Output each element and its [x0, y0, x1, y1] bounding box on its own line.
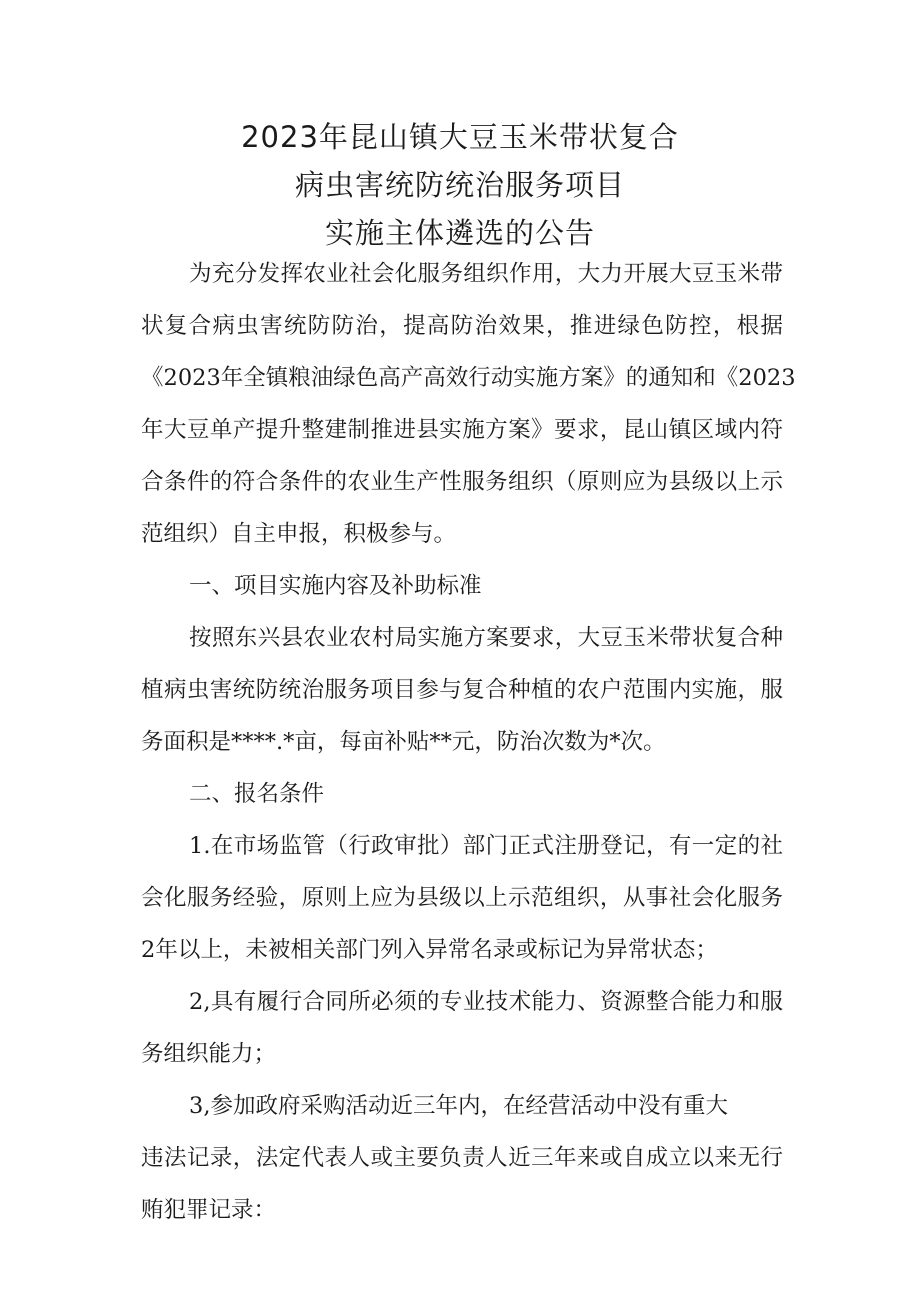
body-line: 《2023年全镇粮油绿色高产高效行动实施方案》的通知和《2023 — [141, 365, 796, 391]
body-line: 3,参加政府采购活动近三年内，在经营活动中没有重大 — [189, 1093, 728, 1119]
body-line: 状复合病虫害统防防治，提高防治效果，推进绿色防控，根据 — [141, 313, 783, 339]
body-line: 贿犯罪记录： — [141, 1197, 277, 1223]
body-line: 年大豆单产提升整建制推进县实施方案》要求，昆山镇区域内符 — [141, 417, 783, 443]
body-line: 范组织）自主申报，积极参与。 — [141, 521, 457, 547]
document-title-line-2: 病虫害统防统治服务项目 — [294, 168, 625, 202]
body-line: 植病虫害统防统治服务项目参与复合种植的农户范围内实施，服 — [141, 677, 783, 703]
body-line: 会化服务经验，原则上应为县级以上示范组织，从事社会化服务 — [141, 885, 783, 911]
body-line: 违法记录，法定代表人或主要负责人近三年来或自成立以来无行 — [141, 1145, 783, 1171]
body-line: 1.在市场监管（行政审批）部门正式注册登记，有一定的社 — [189, 833, 783, 859]
body-line: 2,具有履行合同所必须的专业技术能力、资源整合能力和服 — [189, 989, 783, 1015]
document-title-line-1: 2023年昆山镇大豆玉米带状复合 — [241, 120, 679, 154]
body-line: 合条件的符合条件的农业生产性服务组织（原则应为县级以上示 — [141, 469, 783, 495]
section-heading: 一、项目实施内容及补助标准 — [189, 573, 482, 599]
body-line: 为充分发挥农业社会化服务组织作用，大力开展大豆玉米带 — [189, 261, 783, 287]
body-line: 务面积是****.*亩，每亩补贴**元，防治次数为*次。 — [141, 729, 666, 755]
body-line: 2年以上，未被相关部门列入异常名录或标记为异常状态； — [141, 937, 718, 963]
body-line: 务组织能力； — [141, 1041, 277, 1067]
document-title-line-3: 实施主体遴选的公告 — [324, 216, 595, 250]
body-line: 按照东兴县农业农村局实施方案要求，大豆玉米带状复合种 — [189, 625, 783, 651]
section-heading: 二、报名条件 — [189, 781, 325, 807]
